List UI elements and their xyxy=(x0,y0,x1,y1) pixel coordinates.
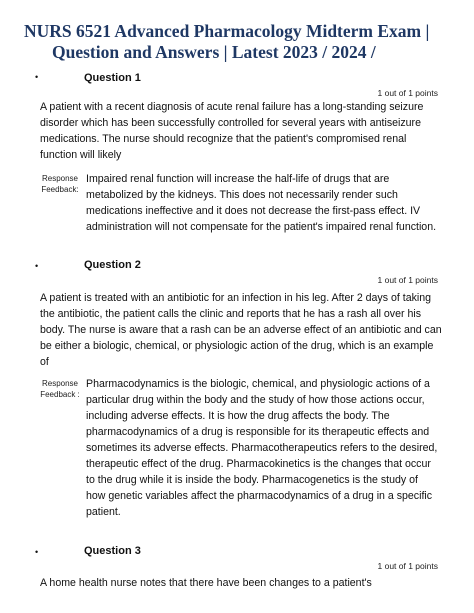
question-2-label: Question 2 xyxy=(84,259,141,271)
question-2-text: A patient is treated with an antibiotic for an infection in his leg. After 2 days of taking the antibiotic, the patient calls the clinic and reports that he has a rash all over his body. The nurse is aware that a rash can be an adverse effect of an antibiotic and can be either a biologic, chemical, or physiologic action of the drug, which is an example of xyxy=(40,292,442,368)
question-1-feedback: Impaired renal function will increase the half-life of drugs that are metabolized by the kidneys. This does not necessarily render such medications ineffective and it does not decrease the first-pass effect. IV administration will not compensate for the patient's impaired renal function. xyxy=(86,173,437,233)
question-1-feedback-label: Response Feedback: xyxy=(41,174,79,194)
title-line-1: NURS 6521 Advanced Pharmacology Midterm Exam | xyxy=(24,21,430,41)
question-2-feedback: Pharmacodynamics is the biologic, chemical, and physiologic actions of a particular drug within the body and the study of how those actions occur, including adverse effects. It is how the drug affects the body. The pharmacodynamics of a drug is responsible for its therapeutic effects and sometimes its adverse effects. Pharmacotherapeutics refers to the desired, therapeutic effect of the drug. Pharmacokinetics is the changes that occur to the drug while it is inside the body. Pharmacogenetics is the study of how genetic variables affect the pharmacodynamics of a drug in a specific patient. xyxy=(86,378,438,518)
question-2-feedback-label: Response Feedback : xyxy=(40,379,80,399)
bullet-icon: • xyxy=(35,547,39,557)
bullet-icon: • xyxy=(35,261,39,271)
question-3-label: Question 3 xyxy=(84,545,141,557)
question-1-text: A patient with a recent diagnosis of acute renal failure has a long-standing seizure disorder which has been successfully controlled for several years with antiseizure medications. The nurse should recognize that the patient's compromised renal function will likely xyxy=(40,101,424,161)
question-1-points: 1 out of 1 points xyxy=(377,88,438,98)
title-line-2: Question and Answers | Latest 2023 / 2024 / xyxy=(52,42,376,62)
question-3-points: 1 out of 1 points xyxy=(377,561,438,571)
document-title xyxy=(24,21,464,63)
question-3-text: A home health nurse notes that there have been changes to a patient's xyxy=(40,577,372,589)
question-2-points: 1 out of 1 points xyxy=(377,275,438,285)
question-1-label: Question 1 xyxy=(84,72,141,84)
bullet-icon: • xyxy=(35,72,39,82)
